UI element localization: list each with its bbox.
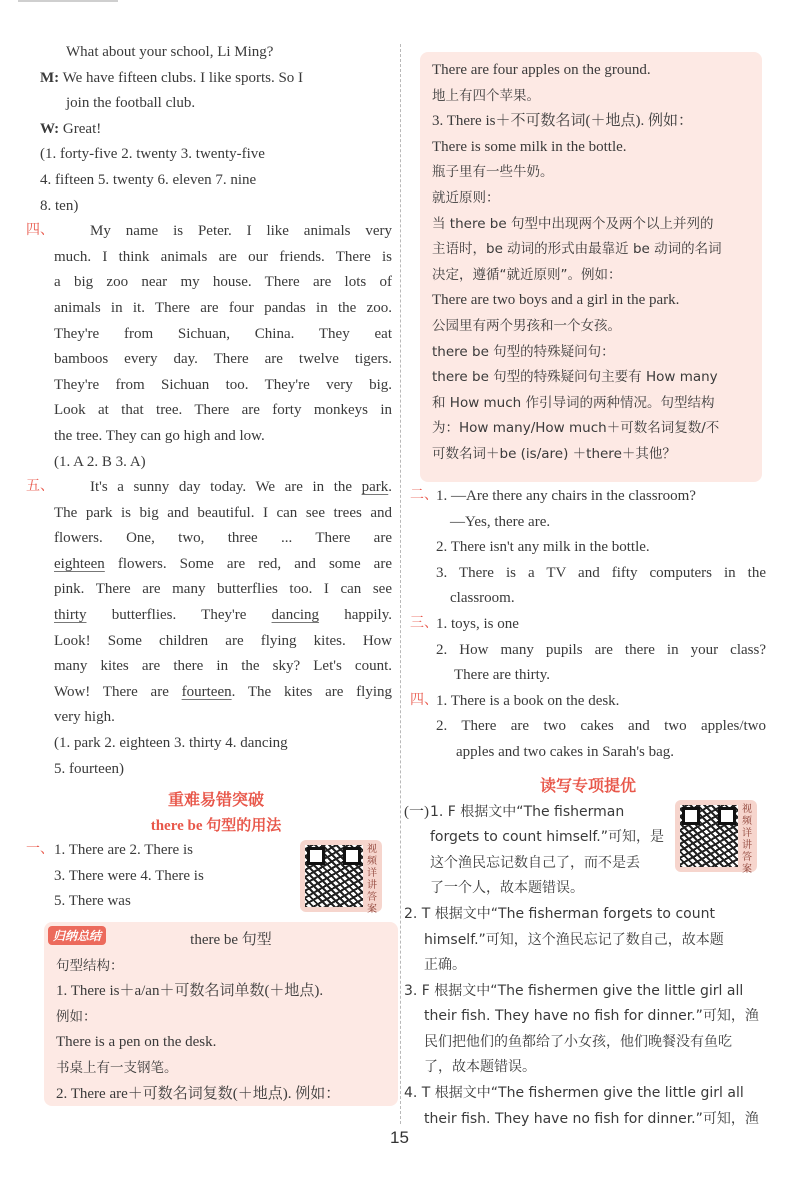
qr-code-icon	[680, 805, 738, 867]
section-marker: 四、	[26, 222, 54, 239]
answer-line: himself.”可知，这个渔民忘记了数自己，故本题	[424, 931, 724, 948]
dialog-line: What about your school, Li Ming?	[66, 44, 274, 60]
answer-line: 8. ten)	[40, 197, 79, 214]
passage-line: bamboos every day. There are twelve tigers.	[54, 351, 392, 368]
answer-line: (1. A 2. B 3. A)	[54, 453, 146, 470]
summary-note-box	[44, 922, 398, 1106]
answer-line: 2. T 根据文中“The fisherman forgets to count	[404, 905, 715, 922]
answer-line: 2. There isn't any milk in the bottle.	[436, 539, 650, 556]
dialog-line: W: Great!	[40, 120, 102, 137]
passage-line: thirty butterflies. They're dancing happily.	[54, 607, 392, 624]
answer-line: apples and two cakes in Sarah's bag.	[456, 743, 675, 760]
answer-line: 这个渔民忘记数自己了，而不是丢	[430, 854, 640, 871]
answer-line: 2. How many pupils are there in your class?	[436, 641, 766, 658]
qr-code-video-answers[interactable]	[300, 840, 382, 915]
section-4-answers	[410, 689, 766, 766]
passage-line: eighteen flowers. Some are red, and some are	[54, 555, 392, 572]
answer-line: (1. park 2. eighteen 3. thirty 4. dancing	[54, 735, 288, 752]
note-line: There is some milk in the bottle.	[432, 138, 627, 155]
note-line: 和 How much 作引导词的两种情况。句型结构	[432, 394, 715, 411]
answer-line: 1. There is a book on the desk.	[436, 692, 620, 709]
left-column	[26, 40, 393, 915]
answer-line: 正确。	[424, 957, 466, 974]
section-marker: 四、	[410, 691, 438, 708]
answer-line: 1. F 根据文中“The fisherman	[430, 803, 625, 820]
answer-line: 2. There are two cakes and two apples/two	[436, 718, 766, 735]
qr-code-icon	[305, 845, 363, 907]
answer-line: 了，故本题错误。	[424, 1059, 536, 1076]
qr-label: 视频详讲答案	[742, 804, 752, 875]
section-heading: 重难易错突破	[167, 790, 264, 810]
passage-line: They're from Sichuan too. They're very big.	[54, 376, 392, 393]
note-line: 3. There is＋不可数名词(＋地点). 例如：	[432, 113, 693, 130]
section-marker: 一、	[26, 841, 54, 858]
qr-code-video-answers[interactable]	[675, 800, 757, 875]
passage-line: the tree. They can go high and low.	[54, 427, 265, 444]
section-2-answers	[410, 484, 766, 612]
passage-line: Look at that tree. There are forty monkeys in	[54, 402, 392, 419]
summary-badge: 归纳总结	[48, 926, 106, 945]
answer-line: 3. F 根据文中“The fishermen give the little girl all	[404, 982, 744, 999]
passage-line: very high.	[54, 709, 115, 726]
summary-note-box-continued	[420, 52, 762, 482]
dialog-line: M: We have fifteen clubs. I like sports. So I	[40, 69, 304, 86]
passage-line: many kites are there in the sky? Let's count.	[54, 658, 392, 675]
note-line: There are four apples on the ground.	[432, 62, 651, 78]
note-line: 2. There are＋可数名词复数(＋地点). 例如：	[56, 1085, 341, 1102]
answer-line: their fish. They have no fish for dinner.”可知，渔	[424, 1110, 759, 1127]
section-3-answers	[410, 612, 766, 689]
note-line: There are two boys and a girl in the park.	[432, 292, 680, 309]
answer-line: forgets to count himself.”可知，是	[430, 829, 665, 846]
answer-line: 1. There are 2. There is	[54, 842, 193, 859]
answer-line: There are thirty.	[454, 667, 551, 684]
note-line: 地上有四个苹果。	[432, 87, 540, 104]
note-line: There is a pen on the desk.	[56, 1034, 217, 1051]
answer-line: —Yes, there are.	[450, 513, 551, 530]
answer-line: (1. forty-five 2. twenty 3. twenty-five	[40, 146, 265, 163]
column-divider	[400, 44, 401, 1124]
section-heading: 读写专项提优	[539, 775, 636, 795]
note-line: 例如：	[56, 1008, 97, 1025]
passage-line: Wow! There are fourteen. The kites are flying	[54, 683, 393, 700]
note-line: 句型结构：	[56, 957, 124, 974]
section-marker: 三、	[410, 614, 438, 631]
note-line: 决定，遵循“就近原则”。例如：	[432, 266, 622, 283]
answer-line: their fish. They have no fish for dinner.”可知，渔	[424, 1008, 759, 1025]
note-line: 当 there be 句型中出现两个及两个以上并列的	[432, 215, 714, 232]
passage-line: They're from Sichuan, China. They eat	[54, 325, 392, 342]
passage-line: Look! Some children are flying kites. How	[54, 632, 392, 649]
note-line: 为：How many/How much＋可数名词复数/不	[432, 420, 720, 437]
answer-line: 1. toys, is one	[436, 615, 519, 632]
answer-line: 4. T 根据文中“The fishermen give the little girl all	[404, 1085, 744, 1102]
section-marker: 五、	[26, 478, 54, 495]
passage-line: It's a sunny day today. We are in the park.	[90, 479, 392, 496]
note-line: 就近原则：	[432, 189, 500, 206]
passage-line: flowers. One, two, three ... There are	[54, 530, 392, 547]
answer-line: classroom.	[450, 590, 515, 607]
section-marker: (一)	[404, 803, 429, 820]
answer-line: 4. fifteen 5. twenty 6. eleven 7. nine	[40, 171, 257, 188]
note-line: 可数名词＋be (is/are) ＋there＋其他？	[432, 445, 676, 462]
passage-line: pink. There are many butterflies too. I can see	[54, 581, 392, 598]
answer-line: 3. There were 4. There is	[54, 867, 204, 884]
note-line: 1. There is＋a/an＋可数名词单数(＋地点).	[56, 983, 324, 1000]
note-line: 主语时，be 动词的形式由最靠近 be 动词的名词	[432, 241, 722, 258]
passage-line: The park is big and beautiful. I can see trees and	[54, 504, 392, 521]
note-line: 公园里有两个男孩和一个女孩。	[432, 317, 621, 334]
section-marker: 二、	[410, 487, 438, 503]
answer-line: 民们把他们的鱼都给了小女孩，他们晚餐没有鱼吃	[424, 1033, 732, 1050]
answer-line: 5. There was	[54, 893, 131, 910]
answer-line: 1. —Are there any chairs in the classroom?	[436, 488, 696, 504]
page-number: 15	[390, 1128, 409, 1147]
note-title: there be 句型	[190, 932, 272, 948]
note-line: 书桌上有一支钢笔。	[56, 1059, 178, 1076]
passage-line: animals in it. There are four pandas in the zoo.	[54, 299, 392, 316]
section-4-passage	[26, 219, 392, 475]
note-line: there be 句型的特殊疑问句主要有 How many	[432, 369, 718, 386]
section-subheading: there be 句型的用法	[150, 818, 282, 835]
note-line: 瓶子里有一些牛奶。	[432, 164, 554, 181]
dialog-line: join the football club.	[66, 95, 196, 112]
answer-line: 5. fourteen)	[54, 760, 124, 777]
section-5-passage	[26, 475, 392, 782]
answer-line: 3. There is a TV and fifty computers in the	[436, 564, 766, 581]
top-edge-bar	[18, 0, 118, 2]
passage-line: much. I think animals are our friends. There is	[54, 248, 392, 265]
qr-label: 视频详讲答案	[367, 844, 377, 915]
passage-line: a big zoo near my house. There are lots of	[54, 274, 392, 291]
answer-line: 了一个人，故本题错误。	[430, 880, 584, 897]
passage-line: My name is Peter. I like animals very	[90, 223, 392, 240]
note-line: there be 句型的特殊疑问句：	[432, 343, 615, 360]
